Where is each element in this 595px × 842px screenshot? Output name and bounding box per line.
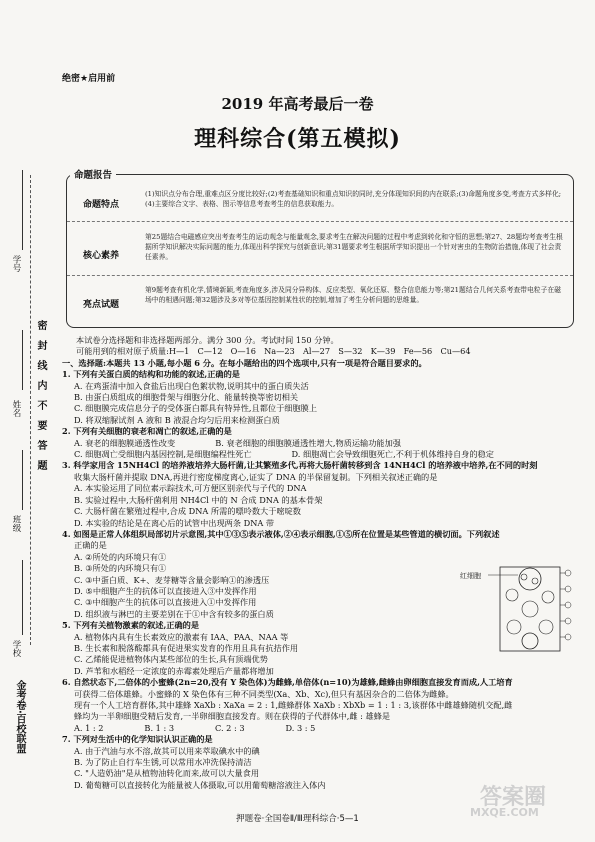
question-stem: 2. 下列有关细胞的衰老和凋亡的叙述,正确的是 <box>62 426 232 437</box>
question-option: A. 由于汽油与水不溶,故其可以用来萃取碘水中的碘 <box>74 745 260 756</box>
watermark-sub: MXQE.COM <box>470 806 539 819</box>
question-option: B. 由蛋白质组成的细胞骨架与细胞分化、能量转换等密切相关 <box>74 392 299 403</box>
report-text-highlights: 第9题考查有机化学,情境新颖,考查角度多,涉及同分异构体、反应类型、氧化还原、整合信息能力等;第21题结合几何关系考查带电粒子在磁场中的相遇问题;第32题涉及多对等位基因控制某性状的控制,增加了考生分析问题的思维量。 <box>145 286 561 304</box>
question-option: D. 芦苇和水稻经一定浓度的赤霉素处理后产量都将增加 <box>74 665 274 676</box>
report-text-features: (1)知识点分布合理,重难点区分度比较好;(2)考查基础知识和重点知识的同时,充分体现知识间的内在联系;(3)命题角度多变,考查方式多样化;(4)主要综合文字、表格、图示等信息考查考生的信息获取能力。 <box>145 190 562 208</box>
secret-mark: 绝密★启用前 <box>62 74 116 84</box>
school-line <box>22 560 23 635</box>
report-text-literacy: 第25题结合电磁感应突出考查考生的运动观念与能量观念,要求考生在解决问题的过程中考虑到转化和守恒的思想;第27、28题均考查考生根据所学知识解决实际问题的能力,体现出科学探究与创新意识;第31题要求考生根据所学知识提出一个针对害虫的生物防治措施,体现了社会责任素养。 <box>145 233 563 261</box>
report-heading: 命题报告 <box>70 167 116 181</box>
name-label: 姓名 <box>11 400 21 417</box>
question-body <box>62 335 582 791</box>
report-divider <box>67 275 573 276</box>
seal-line <box>30 175 31 645</box>
question-option: A. 本实验运用了同位素示踪技术,可方便区别亲代与子代的 DNA <box>74 483 307 494</box>
intro-line: 可能用到的相对原子质量:H—1 C—12 O—16 Na—23 Al—27 S—32 K—39 Fe—56 Cu—64 <box>76 346 471 357</box>
question-option-row <box>62 449 582 460</box>
class-label: 班级 <box>11 515 21 532</box>
question-stem: 3. 科学家用含 15NH4Cl 的培养液培养大肠杆菌,让其繁殖多代,再将大肠杆菌转移到含 14NH4Cl 的培养液中培养,在不同的时刻 <box>62 460 538 471</box>
question-stem: 7. 下列对生活中的化学知识认识正确的是 <box>62 734 213 745</box>
figure-label: 红细胞 <box>460 572 481 580</box>
student-id-label: 学号 <box>11 255 21 272</box>
tissue-figure <box>460 565 572 653</box>
class-line <box>22 450 23 510</box>
question-option: A. ②所处的内环境只有① <box>74 551 167 562</box>
question-option: D. 组织液与淋巴的主要差别在于①中含有较多的蛋白质 <box>74 608 274 619</box>
intro-line: 本试卷分选择题和非选择题两部分。满分 300 分。考试时间 150 分钟。 <box>76 335 339 345</box>
question-stem-cont: 蜂均为一半卵细胞受精后发育,一半卵细胞直接发育。则在获得的子代群体中,雌 : 雄蜂是 <box>74 711 391 722</box>
question-option: B. 生长素和脱落酸都具有促进果实发育的作用且具有抗拮作用 <box>74 642 299 653</box>
report-box <box>66 174 574 328</box>
question-option: D. 将双缩脲试剂 A 液和 B 液混合均匀后用来检测蛋白质 <box>74 414 280 425</box>
question-option: C. 乙烯能促进植物体内某些部位的生长,具有顶端优势 <box>74 654 268 665</box>
question-option: C. 细胞凋亡受细胞内基因控制,是细胞编程性死亡 <box>74 449 252 460</box>
question-stem-cont: 现有一个人工培育群体,其中雄蜂 XaXb : XaXa = 2 : 1,雌蜂群体 XaXb : XbXb = 1 : 1 : 3,该群体中雌雄蜂随机交配,雌 <box>74 700 513 710</box>
name-line <box>22 330 23 390</box>
student-id-line <box>22 170 23 250</box>
exam-subtitle: 理科综合(第五模拟) <box>194 126 401 152</box>
question-options: A. 1 : 2 B. 1 : 3 C. 2 : 3 D. 3 : 5 <box>74 722 316 733</box>
report-label-literacy: 核心素养 <box>82 251 119 261</box>
report-divider <box>67 221 573 222</box>
question-option: C. ③中蛋白质、K+、麦芽糖等含量会影响①的渗透压 <box>74 574 270 585</box>
seal-text: 密 封 线 内 不 要 答 题 <box>35 320 46 470</box>
question-option: B. 为了防止自行车生锈,可以常用水冲洗保持清洁 <box>74 757 252 768</box>
question-option: D. 本实验的结论是在离心后的试管中出现两条 DNA 带 <box>74 517 275 528</box>
question-option: B. ③所处的内环境只有① <box>74 563 167 574</box>
question-stem: 6. 自然状态下,二倍体的小蜜蜂(2n=20,没有 Y 染色体)为雌蜂,单倍体(n=10)为雄蜂,雌蜂由卵细胞直接发育而成,人工培育 <box>62 677 513 688</box>
brand-text: 金考卷·百校联盟 <box>14 680 25 754</box>
question-option: C. 大肠杆菌在繁殖过程中,合成 DNA 所需的嘌呤数大于嘧啶数 <box>74 506 301 517</box>
question-option: C. "人造奶油"是从植物油转化而来,故可以大量食用 <box>74 768 260 779</box>
question-option: B. 实验过程中,大肠杆菌利用 NH4Cl 中的 N 合成 DNA 的基本骨架 <box>74 494 323 505</box>
question-stem-cont: 可获得二倍体雄蜂。小蜜蜂的 X 染色体有三种不同类型(Xa、Xb、Xc),但只有基因杂合的二倍体为雌蜂。 <box>74 688 454 699</box>
question-stem: 4. 如图是正常人体组织局部切片示意图,其中①③⑤表示液体,②④表示细胞,①⑤所在位置是某些管道的横切面。下列叙述 <box>62 528 500 539</box>
question-option: B. 衰老细胞的细胞膜通透性增大,物质运输功能加强 <box>215 437 401 448</box>
school-label: 学校 <box>11 640 21 657</box>
watermark-main: 答案圈 <box>480 785 547 810</box>
question-option: D. 细胞凋亡会导致细胞死亡,不利于机体维持自身的稳定 <box>291 449 494 460</box>
question-stem: 1. 下列有关蛋白质的结构和功能的叙述,正确的是 <box>62 369 240 380</box>
report-label-features: 命题特点 <box>82 200 119 210</box>
question-stem-cont: 正确的是 <box>74 540 107 551</box>
question-option: A. 植物体内具有生长素效应的激素有 IAA、PAA、NAA 等 <box>74 631 289 642</box>
exam-title: 2019 年高考最后一卷 <box>221 95 374 113</box>
question-option: A. 衰老的细胞膜通透性改变 <box>74 437 176 448</box>
question-option: C. ③中细胞产生的抗体可以直接进入①中发挥作用 <box>74 597 257 608</box>
question-option: D. 葡萄糖可以直接转化为能量被人体摄取,可以用葡萄糖溶液注入体内 <box>74 779 326 790</box>
section-heading: 一、选择题:本题共 13 小题,每小题 6 分。在每小题给出的四个选项中,只有一项是符合题目要求的。 <box>62 357 427 368</box>
question-stem: 5. 下列有关植物激素的叙述,正确的是 <box>62 620 200 631</box>
page-footer: 押题卷·全国卷Ⅱ/Ⅲ理科综合·5—1 <box>236 814 359 824</box>
question-option-row <box>62 438 582 449</box>
question-option: C. 细胞膜完成信息分子的受体蛋白都具有特异性,且都位于细胞膜上 <box>74 403 318 414</box>
question-option: D. ⑤中细胞产生的抗体可以直接进入③中发挥作用 <box>74 585 257 596</box>
question-option: A. 在鸡蛋清中加入食盐后出现白色絮状物,说明其中的蛋白质失活 <box>74 380 309 391</box>
question-stem-cont: 收集大肠杆菌并提取 DNA,再进行密度梯度离心,证实了 DNA 的半保留复制。下列相关叙述正确的是 <box>74 471 438 482</box>
report-label-highlights: 亮点试题 <box>82 300 119 310</box>
